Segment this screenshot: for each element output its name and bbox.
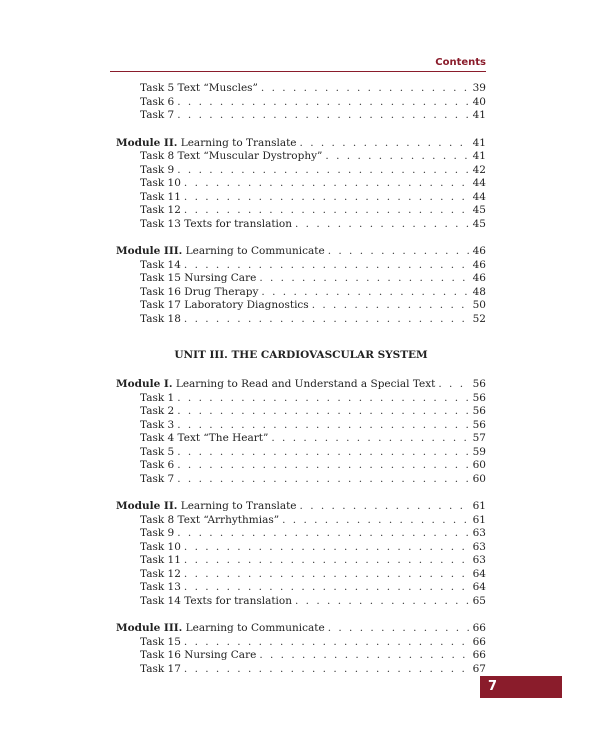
toc-task-entry (116, 259, 486, 273)
leader-dots (177, 96, 469, 110)
leader-dots (177, 446, 469, 460)
toc-task-entry (116, 459, 486, 473)
entry-label: Task 7 (140, 109, 175, 121)
entry-page-number: 57 (472, 432, 486, 444)
toc-task-entry (116, 96, 486, 110)
entry-page-number: 66 (472, 635, 486, 648)
entry-label: Task 15 Nursing Care (140, 272, 257, 284)
toc-task-entry (116, 541, 486, 555)
entry-label: Task 8 Text “Muscular Dystrophy” (140, 150, 323, 162)
leader-dots (300, 500, 470, 514)
entry-page-number: 65 (472, 594, 486, 607)
leader-dots (328, 622, 470, 636)
entry-label: Task 16 Drug Therapy (140, 285, 259, 298)
entry-label: Task 2 (140, 405, 175, 417)
entry-label: Task 5 (140, 445, 175, 458)
entry-page-number: 66 (472, 649, 486, 661)
running-header (110, 57, 486, 71)
leader-dots (184, 663, 470, 677)
leader-dots (184, 541, 470, 555)
toc-task-entry (116, 286, 486, 300)
leader-dots (282, 514, 470, 528)
entry-page-number: 46 (472, 258, 486, 271)
leader-dots (177, 473, 469, 487)
entry-page-number: 60 (472, 472, 486, 485)
entry-label: Task 16 Nursing Care (140, 649, 257, 661)
toc-task-entry (116, 392, 486, 406)
toc-task-entry (116, 82, 486, 96)
leader-dots (184, 554, 470, 568)
entry-page-number: 45 (472, 217, 486, 230)
leader-dots (271, 432, 469, 446)
entry-page-number: 56 (472, 405, 486, 417)
toc-task-entry (116, 150, 486, 164)
module-title: Learning to Translate (180, 136, 297, 149)
entry-label: Task 12 (140, 567, 181, 580)
leader-dots (295, 218, 470, 232)
entry-label: Task 6 (140, 95, 175, 108)
module-title: Learning to Translate (180, 500, 297, 512)
entry-label (116, 245, 325, 259)
toc-task-entry (116, 177, 486, 191)
toc-task-entry (116, 446, 486, 460)
entry-label: Task 9 (140, 163, 175, 176)
leader-dots (177, 419, 469, 433)
leader-dots (261, 286, 469, 300)
entry-page-number: 50 (472, 299, 486, 311)
entry-label: Task 18 (140, 312, 181, 325)
leader-dots (184, 191, 470, 205)
entry-label: Task 11 (140, 554, 181, 566)
entry-label (116, 622, 325, 636)
entry-label: Task 1 (140, 391, 175, 404)
entry-label: Task 10 (140, 540, 181, 553)
entry-page-number: 41 (472, 150, 486, 162)
entry-label: Task 17 Laboratory Diagnostics (140, 299, 309, 311)
entry-label: Task 9 (140, 527, 175, 539)
entry-page-number: 64 (472, 567, 486, 580)
entry-page-number: 45 (472, 204, 486, 216)
entry-label: Task 17 (140, 662, 181, 675)
toc-task-entry (116, 299, 486, 313)
leader-dots (184, 636, 470, 650)
toc-task-entry (116, 164, 486, 178)
leader-dots (184, 259, 470, 273)
toc-task-entry (116, 595, 486, 609)
leader-dots (325, 150, 469, 164)
leader-dots (184, 204, 470, 218)
toc-task-entry (116, 554, 486, 568)
group-spacer (116, 123, 486, 137)
group-spacer (116, 231, 486, 245)
entry-label (116, 378, 435, 392)
toc-task-entry (116, 649, 486, 663)
entry-page-number: 63 (472, 554, 486, 566)
header-title: Contents (435, 57, 486, 68)
toc-module-entry (116, 500, 486, 514)
entry-page-number: 40 (472, 95, 486, 108)
toc-task-entry (116, 419, 486, 433)
entry-page-number: 48 (472, 285, 486, 298)
module-number: Module III. (116, 245, 183, 257)
toc-task-entry (116, 313, 486, 327)
entry-label: Task 13 Texts for translation (140, 217, 292, 230)
toc-task-entry (116, 581, 486, 595)
leader-dots (259, 649, 469, 663)
entry-page-number: 63 (472, 540, 486, 553)
toc-task-entry (116, 473, 486, 487)
toc-task-entry (116, 568, 486, 582)
module-number: Module III. (116, 622, 183, 634)
toc-task-entry (116, 527, 486, 541)
toc-section-unit-ii (116, 82, 486, 326)
module-number: Module II. (116, 136, 178, 149)
entry-label: Task 7 (140, 472, 175, 485)
leader-dots (177, 392, 469, 406)
leader-dots (177, 109, 469, 123)
leader-dots (177, 527, 469, 541)
entry-label: Task 5 Text “Muscles” (140, 82, 258, 94)
header-rule (110, 71, 486, 72)
entry-label: Task 11 (140, 190, 181, 203)
entry-page-number: 46 (472, 245, 486, 257)
leader-dots (177, 164, 469, 178)
leader-dots (300, 137, 470, 151)
toc-module-entry (116, 245, 486, 259)
entry-page-number: 63 (472, 527, 486, 539)
leader-dots (261, 82, 470, 96)
leader-dots (328, 245, 470, 259)
entry-label: Task 10 (140, 177, 181, 189)
entry-page-number: 66 (472, 622, 486, 634)
entry-label (116, 137, 297, 151)
module-title: Learning to Communicate (185, 245, 325, 257)
entry-page-number: 52 (472, 312, 486, 325)
toc-module-entry (116, 137, 486, 151)
leader-dots (177, 459, 469, 473)
leader-dots (184, 177, 470, 191)
entry-page-number: 56 (472, 378, 486, 390)
leader-dots (438, 378, 469, 392)
page-number-box (480, 676, 562, 698)
entry-label: Task 8 Text “Arrhythmias” (140, 513, 280, 526)
toc-task-entry (116, 432, 486, 446)
entry-page-number: 39 (472, 82, 486, 94)
leader-dots (184, 568, 470, 582)
entry-page-number: 61 (472, 513, 486, 526)
leader-dots (312, 299, 470, 313)
entry-page-number: 56 (472, 391, 486, 404)
toc-section-unit-iii (116, 378, 486, 676)
entry-page-number: 60 (472, 459, 486, 471)
entry-page-number: 42 (472, 163, 486, 176)
toc-task-entry (116, 514, 486, 528)
leader-dots (184, 313, 470, 327)
entry-label: Task 4 Text “The Heart” (140, 432, 269, 444)
entry-page-number: 41 (472, 109, 486, 121)
toc-task-entry (116, 191, 486, 205)
leader-dots (177, 405, 469, 419)
toc-task-entry (116, 218, 486, 232)
toc-module-entry (116, 622, 486, 636)
entry-label: Task 6 (140, 459, 175, 471)
entry-label: Task 15 (140, 635, 181, 648)
module-number: Module I. (116, 378, 173, 390)
unit-heading: UNIT III. THE CARDIOVASCULAR SYSTEM (174, 349, 428, 361)
group-spacer (116, 608, 486, 622)
entry-label: Task 14 Texts for translation (140, 594, 292, 607)
entry-page-number: 61 (472, 500, 486, 512)
module-title: Learning to Communicate (185, 622, 325, 634)
entry-page-number: 64 (472, 581, 486, 593)
entry-page-number: 56 (472, 418, 486, 431)
toc-task-entry (116, 272, 486, 286)
entry-page-number: 59 (472, 445, 486, 458)
entry-label (116, 500, 297, 514)
toc-task-entry (116, 405, 486, 419)
leader-dots (184, 581, 470, 595)
leader-dots (259, 272, 469, 286)
toc-task-entry (116, 636, 486, 650)
entry-page-number: 44 (472, 190, 486, 203)
table-of-contents (116, 82, 486, 676)
toc-task-entry (116, 663, 486, 677)
entry-page-number: 46 (472, 272, 486, 284)
module-number: Module II. (116, 500, 178, 512)
entry-label: Task 14 (140, 258, 181, 271)
toc-task-entry (116, 204, 486, 218)
toc-module-entry (116, 378, 486, 392)
entry-page-number: 41 (472, 136, 486, 149)
entry-page-number: 67 (472, 662, 486, 675)
leader-dots (295, 595, 470, 609)
entry-label: Task 13 (140, 581, 181, 593)
toc-task-entry (116, 109, 486, 123)
entry-page-number: 44 (472, 177, 486, 189)
module-title: Learning to Read and Understand a Special Text (175, 378, 436, 390)
group-spacer (116, 486, 486, 500)
entry-label: Task 12 (140, 204, 181, 216)
entry-label: Task 3 (140, 418, 175, 431)
page-number: 7 (488, 679, 498, 694)
